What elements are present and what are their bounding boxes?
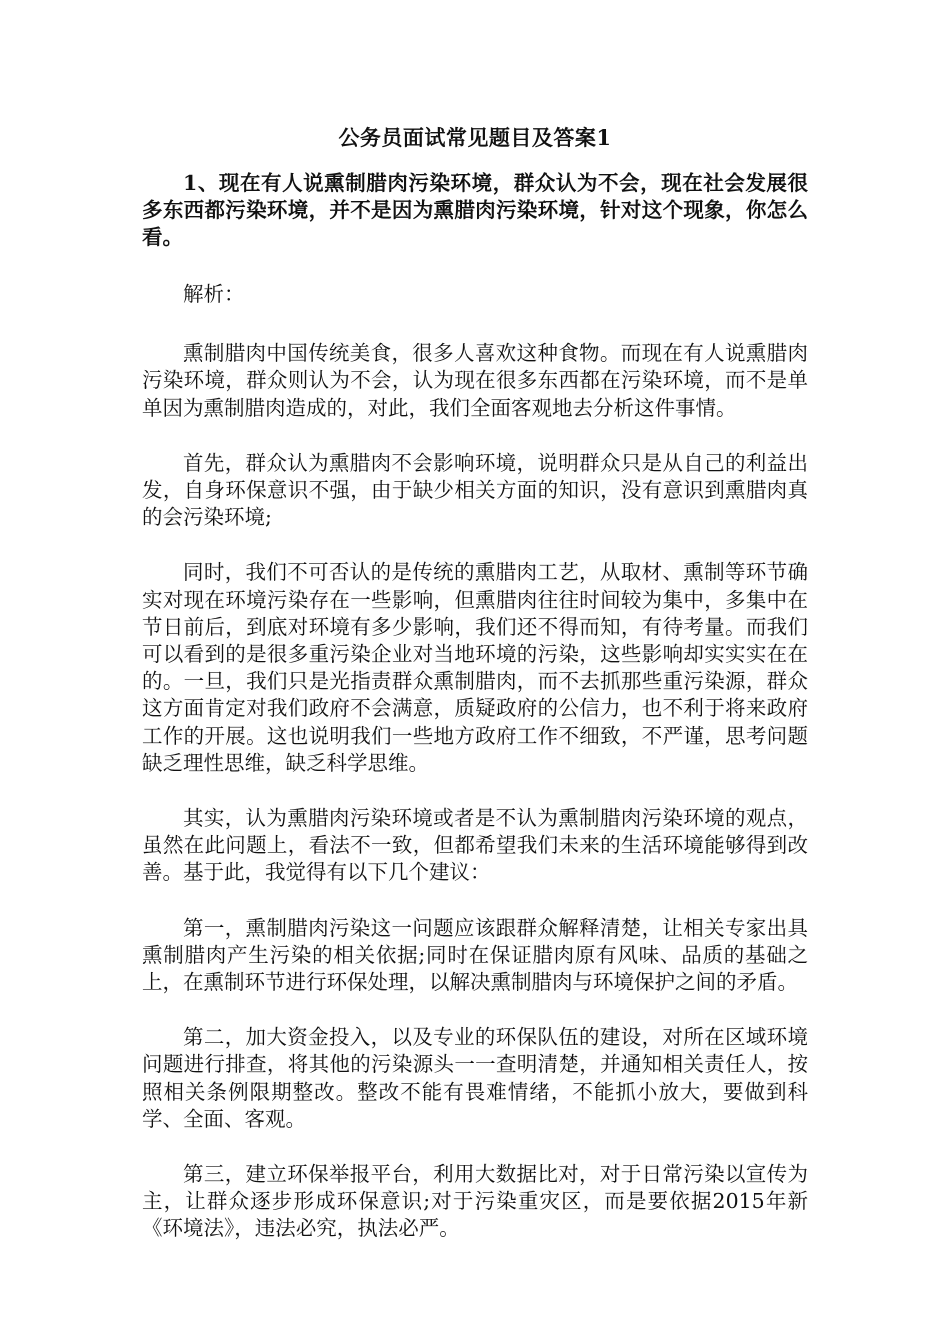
question-text: 1、现在有人说熏制腊肉污染环境，群众认为不会，现在社会发展很多东西都污染环境，并不是因为熏腊肉污染环境，针对这个现象，你怎么看。 xyxy=(142,171,808,249)
paragraph-intro: 熏制腊肉中国传统美食，很多人喜欢这种食物。而现在有人说熏腊肉污染环境，群众则认为不会，认为现在很多东西都在污染环境，而不是单单因为熏制腊肉造成的，对此，我们全面客观地去分析这件事情。 xyxy=(142,341,808,420)
paragraph-first: 首先，群众认为熏腊肉不会影响环境，说明群众只是从自己的利益出发，自身环保意识不强，由于缺少相关方面的知识，没有意识到熏腊肉真的会污染环境; xyxy=(142,450,808,530)
paragraph-suggestion-3: 第三，建立环保举报平台，利用大数据比对，对于日常污染以宣传为主，让群众逐步形成环保意识;对于污染重灾区，而是要依据2015年新《环境法》，违法必究，执法必严。 xyxy=(142,1162,808,1241)
paragraph-suggestion-2: 第二，加大资金投入，以及专业的环保队伍的建设，对所在区域环境问题进行排查，将其他的污染源头一一查明清楚，并通知相关责任人，按照相关条例限期整改。整改不能有畏难情绪，不能抓小放大，要做到科学、全面、客观。 xyxy=(142,1025,808,1131)
paragraph-suggestion-1: 第一，熏制腊肉污染这一问题应该跟群众解释清楚，让相关专家出具熏制腊肉产生污染的相关依据;同时在保证腊肉原有风味、品质的基础之上，在熏制环节进行环保处理，以解决熏制腊肉与环境保护之间的矛盾。 xyxy=(142,915,808,995)
paragraph-in-fact: 其实，认为熏腊肉污染环境或者是不认为熏制腊肉污染环境的观点，虽然在此问题上，看法不一致，但都希望我们未来的生活环境能够得到改善。基于此，我觉得有以下几个建议： xyxy=(142,806,808,885)
document-title: 公务员面试常见题目及答案1 xyxy=(338,125,612,150)
analysis-label: 解析： xyxy=(183,282,245,306)
paragraph-meanwhile: 同时，我们不可否认的是传统的熏腊肉工艺，从取材、熏制等环节确实对现在环境污染存在一些影响，但熏腊肉往往时间较为集中，多集中在节日前后，到底对环境有多少影响，我们还不得而知，有待考量。而我们可以看到的是很多重污染企业对当地环境的污染，这些影响却实实实在在的。一旦，我们只是光指责群众熏制腊肉，而不去抓那些重污染源，群众这方面肯定对我们政府不会满意，质疑政府的公信力，也不利于将来政府工作的开展。这也说明我们一些地方政府工作不细致，不严谨，思考问题缺乏理性思维，缺乏科学思维。 xyxy=(142,560,808,775)
